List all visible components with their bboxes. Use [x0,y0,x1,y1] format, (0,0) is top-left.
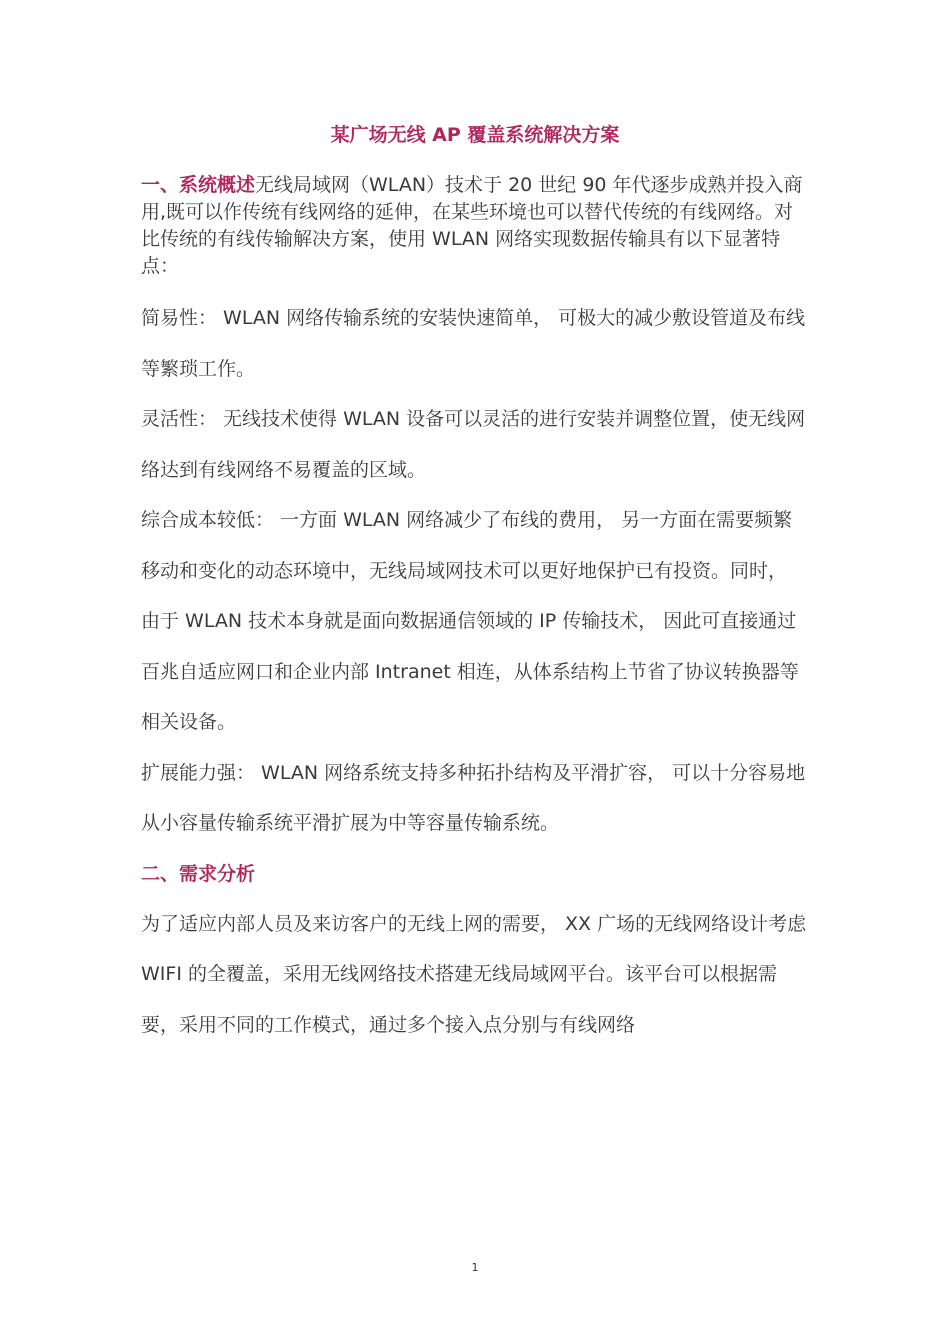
section-2-heading: 二、需求分析 [141,862,256,885]
section-1-intro-paragraph [141,172,809,280]
document-body [141,172,809,1050]
feature-paragraph-simplicity: 简易性： WLAN 网络传输系统的安装快速简单， 可极大的减少敷设管道及布线等繁琐工作。 [141,307,806,380]
page-number: 1 [471,1261,479,1274]
feature-paragraph-cost: 综合成本较低： 一方面 WLAN 网络减少了布线的费用， 另一方面在需要频繁移动和变化的动态环境中，无线局域网技术可以更好地保护已有投资。同时， 由于 WLAN 技术本身就是面向数据通信领域的 IP 传输技术， 因此可直接通过百兆自适应网口和企业内部 Intranet 相连，从体系结构上节省了协议转换器等相关设备。 [141,509,799,733]
section-1-intro-text: 无线局域网（WLAN）技术于 20 世纪 90 年代逐步成熟并投入商用,既可以作传统有线网络的延伸，在某些环境也可以替代传统的有线网络。对比传统的有线传输解决方案，使用 WLAN 网络实现数据传输具有以下显著特点： [141,174,803,277]
section-1-heading: 一、系统概述 [141,174,256,196]
section-2-body-paragraph: 为了适应内部人员及来访客户的无线上网的需要， XX 广场的无线网络设计考虑 WIFI 的全覆盖，采用无线网络技术搭建无线局域网平台。该平台可以根据需要，采用不同的工作模式，通过多个接入点分别与有线网络 [141,912,807,1036]
feature-paragraph-flexibility: 灵活性： 无线技术使得 WLAN 设备可以灵活的进行安装并调整位置，使无线网络达到有线网络不易覆盖的区域。 [141,408,806,481]
document-title: 某广场无线 AP 覆盖系统解决方案 [330,124,620,146]
feature-paragraph-scalability: 扩展能力强： WLAN 网络系统支持多种拓扑结构及平滑扩容， 可以十分容易地从小容量传输系统平滑扩展为中等容量传输系统。 [141,761,806,834]
